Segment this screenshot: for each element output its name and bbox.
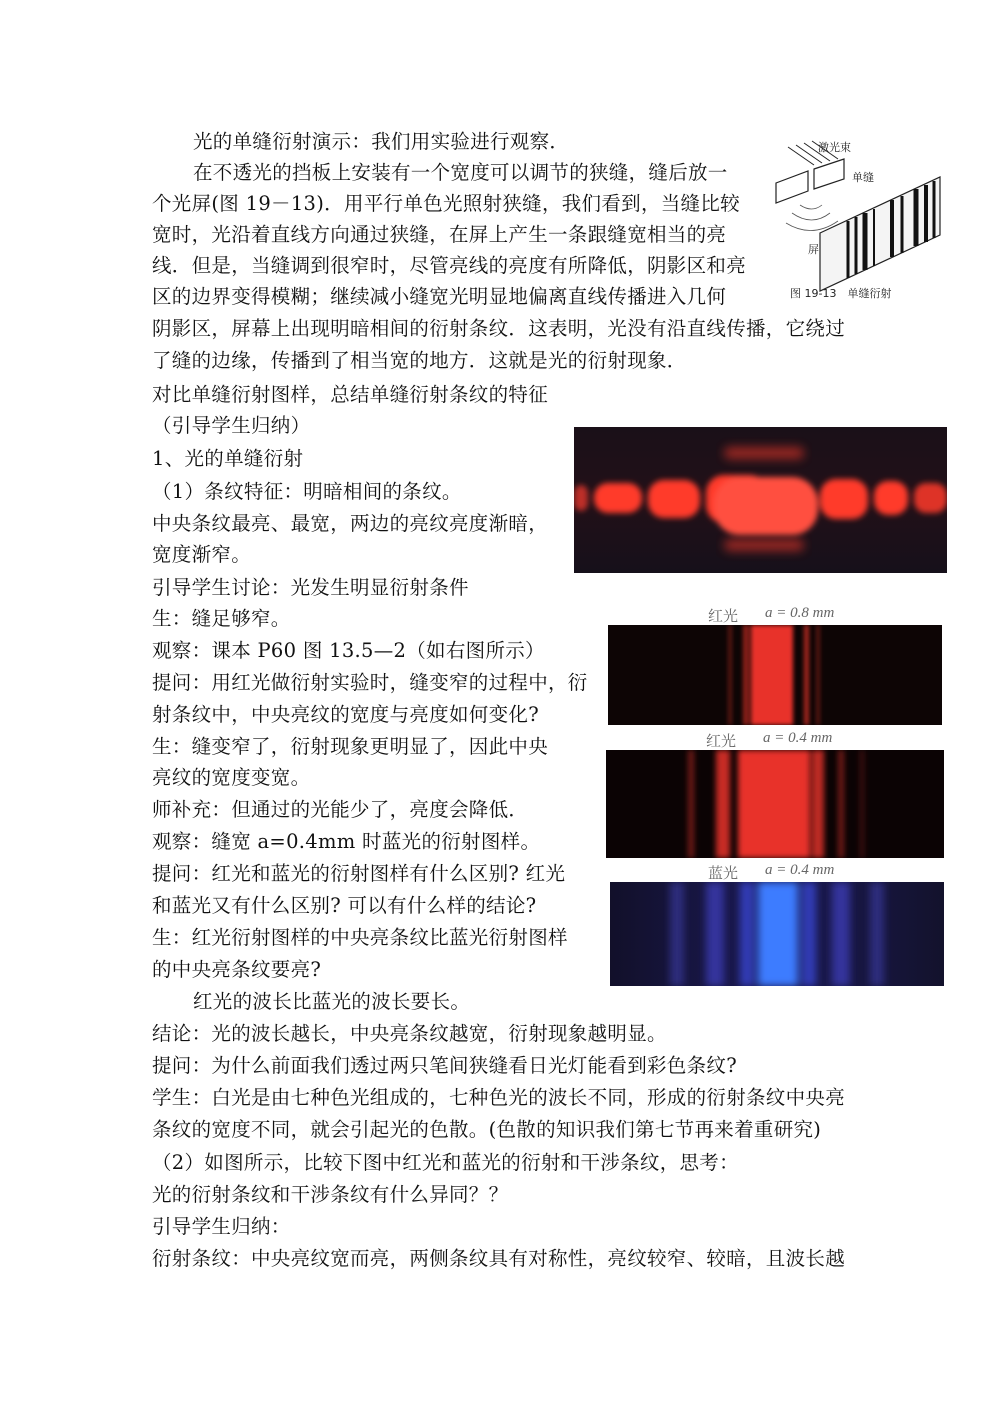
pattern-label-cn: 红光 xyxy=(708,609,739,625)
text-line: 提问：用红光做衍射实验时，缝变窄的过程中，衍 xyxy=(152,671,588,694)
label-laser-beam: 激光束 xyxy=(818,141,851,154)
text-line: 线．但是，当缝调到很窄时，尽管亮线的亮度有所降低，阴影区和亮 xyxy=(152,254,747,277)
figure-19-13 xyxy=(770,135,950,305)
text-line: 宽度渐窄。 xyxy=(152,543,252,566)
text-line: 引导学生讨论：光发生明显衍射条件 xyxy=(152,576,469,599)
text-line: 提问：为什么前面我们透过两只笔间狭缝看日光灯能看到彩色条纹? xyxy=(152,1054,737,1077)
text-line: （引导学生归纳） xyxy=(152,414,311,437)
text-line: 在不透光的挡板上安装有一个宽度可以调节的狭缝，缝后放一 xyxy=(193,161,728,184)
text-line: 结论：光的波长越长，中央亮条纹越宽，衍射现象越明显。 xyxy=(152,1022,667,1045)
red-diffraction-photo xyxy=(574,427,947,573)
text-line: 观察：课本 P60 图 13.5—2（如右图所示） xyxy=(152,639,545,662)
text-line: 生：缝变窄了，衍射现象更明显了，因此中央 xyxy=(152,735,549,758)
text-line: 中央条纹最亮、最宽，两边的亮纹亮度渐暗， xyxy=(152,512,549,535)
pattern-label-cn: 红光 xyxy=(706,734,737,750)
text-line: 个光屏(图 19－13)．用平行单色光照射狭缝，我们看到，当缝比较 xyxy=(152,192,740,215)
text-line: 提问：红光和蓝光的衍射图样有什么区别? 红光 xyxy=(152,862,566,885)
figure-caption: 图 19-13 单缝衍射 xyxy=(790,287,892,300)
text-line: 光的衍射条纹和干涉条纹有什么异同？？ xyxy=(152,1183,509,1206)
text-line: 师补充：但通过的光能少了，亮度会降低． xyxy=(152,798,529,821)
text-line: （1）条纹特征：明暗相间的条纹。 xyxy=(152,480,462,503)
text-line: 引导学生归纳： xyxy=(152,1215,291,1238)
pattern-label-cn: 蓝光 xyxy=(708,866,739,882)
text-line: 红光的波长比蓝光的波长要长。 xyxy=(193,990,471,1013)
single-slit-apparatus-diagram xyxy=(770,135,950,305)
text-line: 条纹的宽度不同，就会引起光的色散。(色散的知识我们第七节再来着重研究) xyxy=(152,1118,822,1141)
text-line: 区的边界变得模糊；继续减小缝宽光明显地偏离直线传播进入几何 xyxy=(152,285,727,308)
text-line: 1、光的单缝衍射 xyxy=(152,447,304,470)
pattern-label-eq: a = 0.4 mm xyxy=(765,862,835,878)
text-line: 生：红光衍射图样的中央亮条纹比蓝光衍射图样 xyxy=(152,926,568,949)
text-line: 观察：缝宽 a=0.4mm 时蓝光的衍射图样。 xyxy=(152,830,541,853)
label-screen: 屏 xyxy=(808,243,819,256)
pattern-label-eq: a = 0.4 mm xyxy=(763,730,833,746)
text-line: 阴影区，屏幕上出现明暗相间的衍射条纹．这表明，光没有沿直线传播，它绕过 xyxy=(152,317,846,340)
text-line: 亮纹的宽度变宽。 xyxy=(152,766,311,789)
text-line: 衍射条纹：中央亮纹宽而亮，两侧条纹具有对称性，亮纹较窄、较暗，且波长越 xyxy=(152,1247,846,1270)
text-line: 对比单缝衍射图样，总结单缝衍射条纹的特征 xyxy=(152,383,549,406)
pattern-blue-0.4mm xyxy=(610,860,944,986)
pattern-red-0.4mm xyxy=(606,730,944,858)
text-line: 射条纹中，中央亮纹的宽度与亮度如何变化? xyxy=(152,703,539,726)
text-line: 了缝的边缘，传播到了相当宽的地方．这就是光的衍射现象． xyxy=(152,349,687,372)
text-line: 的中央亮条纹要亮? xyxy=(152,958,322,981)
text-line: 学生：白光是由七种色光组成的，七种色光的波长不同，形成的衍射条纹中央亮 xyxy=(152,1086,846,1109)
text-line: 和蓝光又有什么区别? 可以有什么样的结论? xyxy=(152,894,537,917)
text-line: （2）如图所示，比较下图中红光和蓝光的衍射和干涉条纹，思考： xyxy=(152,1151,739,1174)
text-line: 光的单缝衍射演示：我们用实验进行观察． xyxy=(193,130,570,153)
text-line: 生：缝足够窄。 xyxy=(152,607,291,630)
pattern-red-0.8mm xyxy=(608,600,942,725)
pattern-label-eq: a = 0.8 mm xyxy=(765,605,835,621)
text-line: 宽时，光沿着直线方向通过狭缝，在屏上产生一条跟缝宽相当的亮 xyxy=(152,223,727,246)
label-single-slit: 单缝 xyxy=(852,171,874,184)
